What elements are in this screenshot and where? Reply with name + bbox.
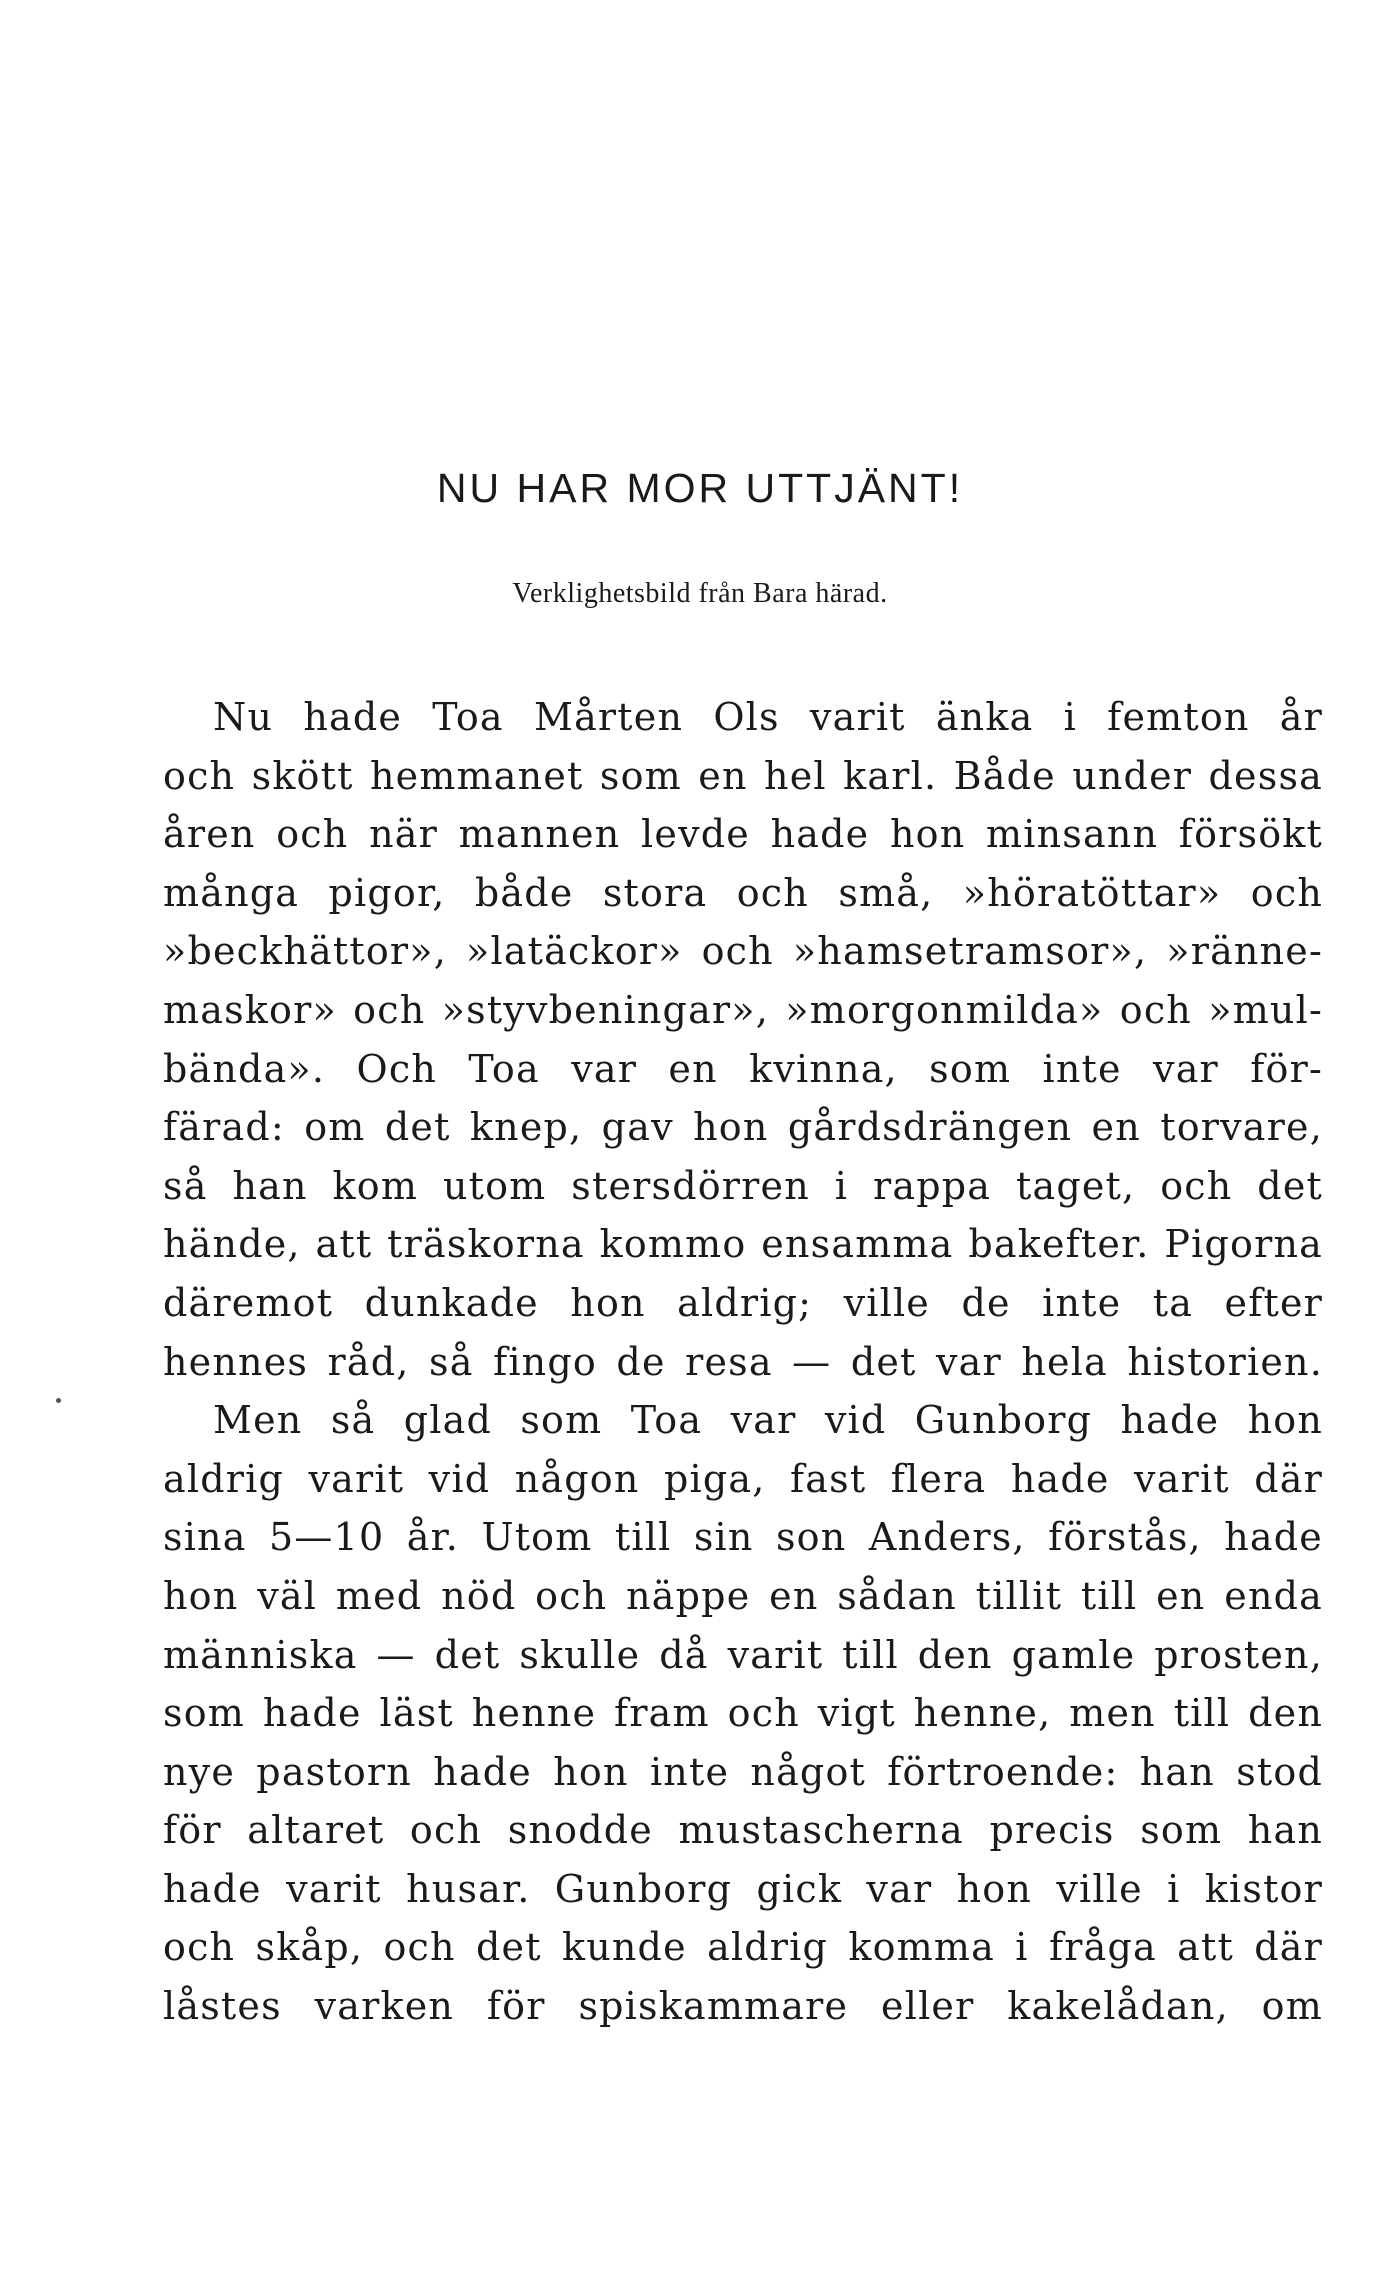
text-line: så han kom utom stersdörren i rappa taget, och det	[163, 1163, 1323, 1208]
text-line: »beckhättor», »latäckor» och »hamsetramsor», »ränne-	[163, 929, 1323, 974]
text-line: nye pastorn hade hon inte något förtroende: han stod	[163, 1749, 1323, 1794]
text-line: bända». Och Toa var en kvinna, som inte var för-	[163, 1046, 1323, 1091]
text-line: maskor» och »styvbeningar», »morgonmilda» och »mul-	[163, 987, 1323, 1032]
text-line: Nu hade Toa Mårten Ols varit änka i femton år	[213, 695, 1323, 739]
page-subtitle: Verklighetsbild från Bara härad.	[512, 578, 888, 609]
text-line: Men så glad som Toa var vid Gunborg hade hon	[213, 1398, 1323, 1443]
text-line: aldrig varit vid någon piga, fast flera hade varit där	[163, 1456, 1323, 1501]
text-line: däremot dunkade hon aldrig; ville de inte ta efter	[163, 1280, 1323, 1325]
text-line: åren och när mannen levde hade hon minsann försökt	[163, 812, 1323, 857]
text-line: hade varit husar. Gunborg gick var hon ville i kistor	[163, 1866, 1323, 1911]
text-line: låstes varken för spiskammare eller kakelådan, om	[163, 1984, 1323, 2029]
text-line: många pigor, både stora och små, »höratöttar» och	[163, 870, 1323, 915]
text-line: och skåp, och det kunde aldrig komma i fråga att där	[163, 1925, 1323, 1970]
text-line: färad: om det knep, gav hon gårdsdrängen en torvare,	[163, 1105, 1323, 1150]
text-line: sina 5—10 år. Utom till sin son Anders, förstås, hade	[163, 1515, 1323, 1560]
page-title: NU HAR MOR UTTJÄNT!	[436, 465, 964, 511]
print-speck	[56, 1398, 61, 1403]
text-line: hon väl med nöd och näppe en sådan tillit till en enda	[163, 1573, 1323, 1618]
text-line: hennes råd, så fingo de resa — det var hela historien.	[163, 1339, 1323, 1384]
body-text	[163, 688, 1323, 2036]
text-line: som hade läst henne fram och vigt henne, men till den	[163, 1691, 1323, 1736]
text-line: hände, att träskorna kommo ensamma bakefter. Pigorna	[163, 1222, 1323, 1267]
text-line: människa — det skulle då varit till den gamle prosten,	[163, 1632, 1323, 1677]
text-line: och skött hemmanet som en hel karl. Både under dessa	[163, 753, 1323, 798]
text-line: för altaret och snodde mustascherna precis som han	[163, 1808, 1323, 1853]
